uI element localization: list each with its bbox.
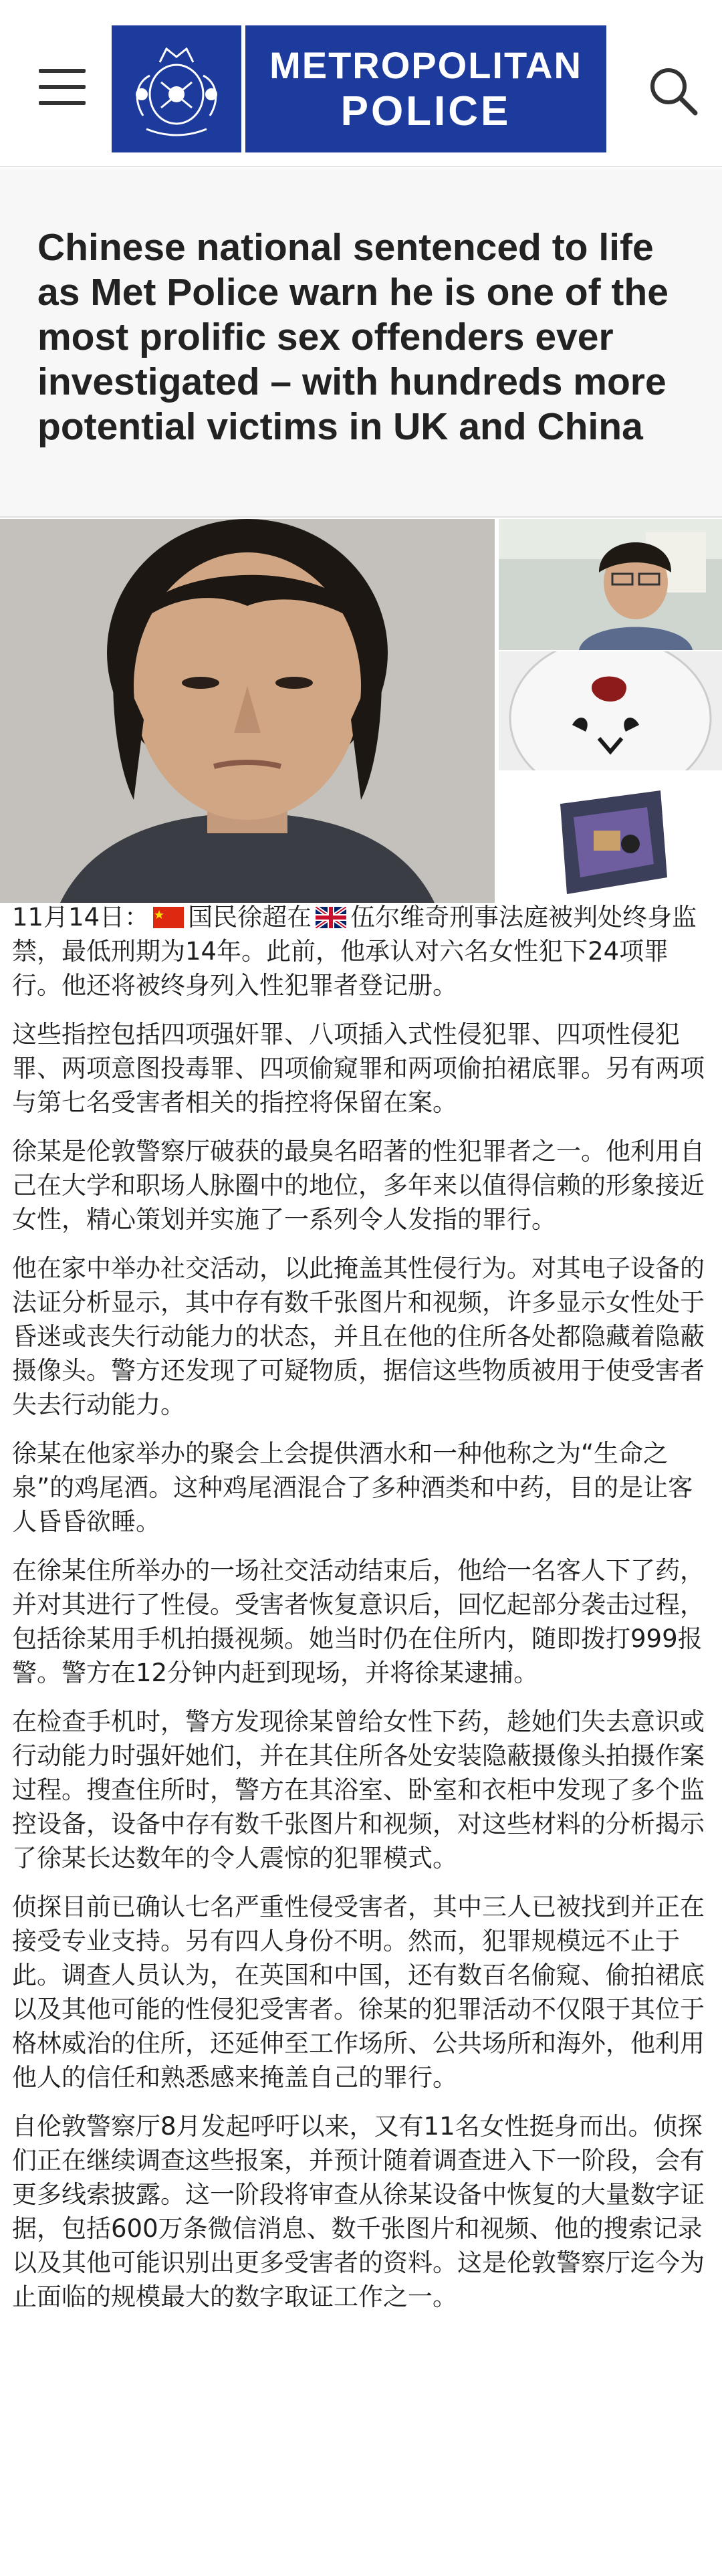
evidence-photo-device: [547, 777, 674, 903]
search-icon[interactable]: [647, 65, 699, 117]
paragraph-6: 在徐某住所举办的一场社交活动结束后，他给一名客人下了药，并对其进行了性侵。受害者恢复意识后，回忆起部分袭击过程，包括徐某用手机拍摄视频。她当时仍在住所内，随即拨打999报警。警方在12分钟内赶到现场，并将徐某逮捕。: [12, 1556, 705, 1687]
crest-icon: [112, 25, 245, 152]
met-police-logo[interactable]: [112, 25, 606, 152]
date-label: 11月14日：: [12, 903, 150, 932]
photo-collage: [0, 519, 722, 903]
paragraph-1: [12, 900, 714, 1002]
paragraph-1b: 伍尔维奇刑事法庭被判处终身监禁，最低刑期为14年。此前，他承认对六名女性犯下24项罪行。他还将被终身列入性犯罪者登记册。: [12, 903, 697, 1000]
evidence-photo-drink: [499, 651, 722, 770]
mugshot-photo: [0, 519, 495, 903]
logo-line1: METROPOLITAN: [269, 44, 582, 86]
paragraph-1a: 国民徐超在: [188, 903, 312, 932]
article-body: [12, 900, 714, 2329]
logo-line2: POLICE: [340, 88, 511, 134]
site-header: [0, 0, 722, 167]
paragraph-8: 侦探目前已确认七名严重性侵受害者，其中三人已被找到并正在接受专业支持。另有四人身份不明。然而，犯罪规模远不止于此。调查人员认为，在英国和中国，还有数百名偷窥、偷拍裙底以及其他可能的性侵犯受害者。徐某的犯罪活动不仅限于其位于格林威治的住所，还延伸至工作场所、公共场所和海外，他利用他人的信任和熟悉感来掩盖自己的罪行。: [12, 1893, 705, 2092]
logo-wordmark: [245, 25, 606, 152]
uk-flag-icon: [316, 903, 346, 924]
paragraph-5: 徐某在他家举办的聚会上会提供酒水和一种他称之为“生命之泉”的鸡尾酒。这种鸡尾酒混合了多种酒类和中药，目的是让客人昏昏欲睡。: [12, 1439, 693, 1536]
headline-card: [0, 169, 722, 518]
china-flag-icon: [153, 903, 184, 924]
paragraph-9: 自伦敦警察厅8月发起呼吁以来，又有11名女性挺身而出。侦探们正在继续调查这些报案，并预计随着调查进入下一阶段，会有更多线索披露。这一阶段将审查从徐某设备中恢复的大量数字证据，包括600万条微信消息、数千张图片和视频、他的搜索记录以及其他可能识别出更多受害者的资料。这是伦敦警察厅迄今为止面临的规模最大的数字取证工作之一。: [12, 2112, 705, 2311]
paragraph-2: 这些指控包括四项强奸罪、八项插入式性侵犯罪、四项性侵犯罪、两项意图投毒罪、四项偷窥罪和两项偷拍裙底罪。另有两项与第七名受害者相关的指控将保留在案。: [12, 1020, 705, 1117]
hamburger-menu-icon[interactable]: [39, 69, 92, 108]
evidence-photo-person: [499, 519, 722, 650]
paragraph-3: 徐某是伦敦警察厅破获的最臭名昭著的性犯罪者之一。他利用自己在大学和职场人脉圈中的地位，多年来以值得信赖的形象接近女性，精心策划并实施了一系列令人发指的罪行。: [12, 1137, 705, 1234]
article-headline: Chinese national sentenced to life as Met Police warn he is one of the most prolific sex offenders ever investigated – with hundreds more potential victims in UK and China: [37, 226, 669, 448]
paragraph-7: 在检查手机时，警方发现徐某曾给女性下药，趁她们失去意识或行动能力时强奸她们，并在其住所各处安装隐蔽摄像头拍摄作案过程。搜查住所时，警方在其浴室、卧室和衣柜中发现了多个监控设备，设备中存有数千张图片和视频，对这些材料的分析揭示了徐某长达数年的令人震惊的犯罪模式。: [12, 1707, 705, 1872]
paragraph-4: 他在家中举办社交活动，以此掩盖其性侵行为。对其电子设备的法证分析显示，其中存有数千张图片和视频，许多显示女性处于昏迷或丧失行动能力的状态，并且在他的住所各处都隐藏着隐蔽摄像头。警方还发现了可疑物质，据信这些物质被用于使受害者失去行动能力。: [12, 1254, 705, 1419]
